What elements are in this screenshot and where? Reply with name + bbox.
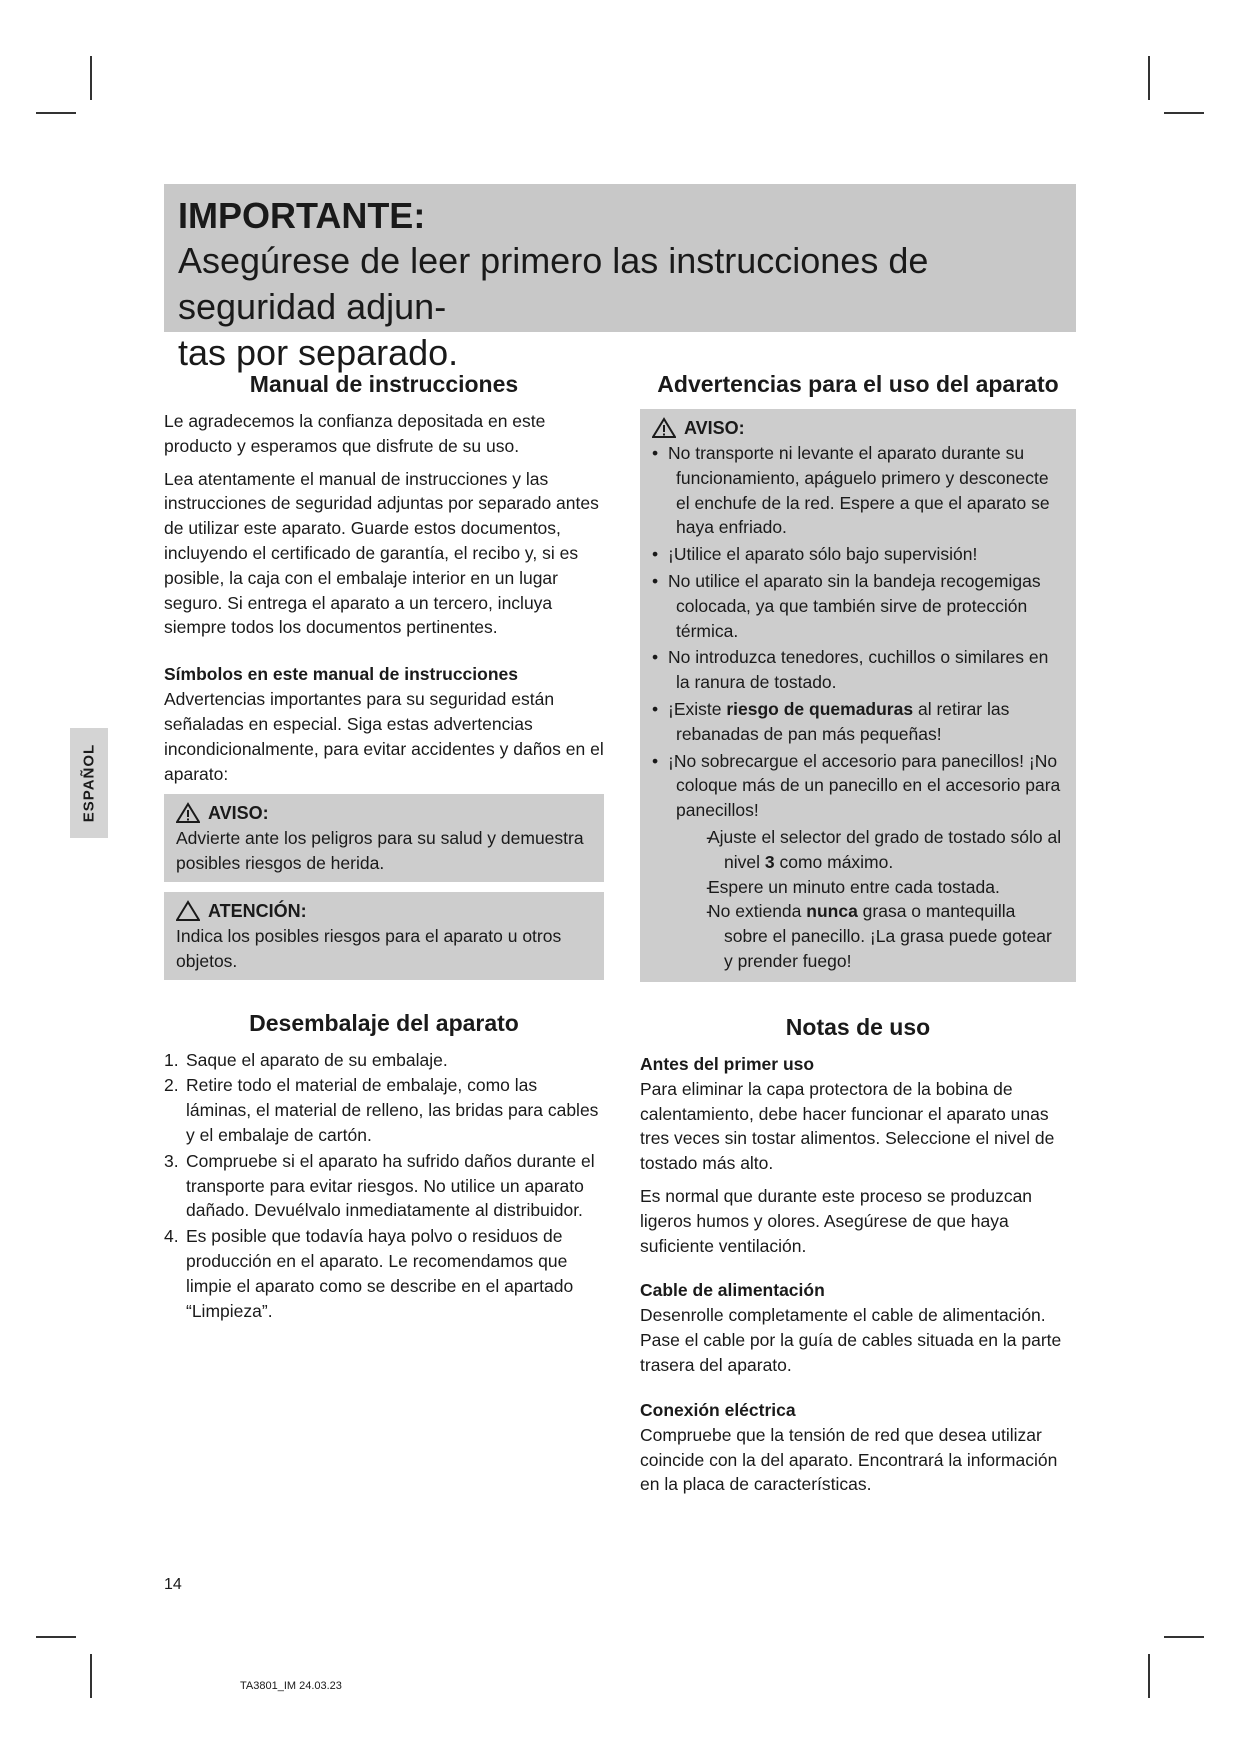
electric-paragraph: Compruebe que la tensión de red que desea utilizar coincide con la del aparato. Encontrará la información en la placa de características. (640, 1424, 1058, 1495)
warning-text: al retirar las rebanadas de pan más pequeñas! (676, 698, 1010, 744)
warning-item: • No utilice el aparato sin la bandeja recogemigas colocada, ya que también sirve de protección térmica. (646, 569, 1064, 643)
step-number: 4. (164, 1226, 179, 1247)
crop-mark (1148, 56, 1150, 100)
step-text: Compruebe si el aparato ha sufrido daños durante el transporte para evitar riesgos. No utilice un aparato dañado. Devuélvalo inmediatamente al distribuidor. (186, 1150, 595, 1221)
usage-warning-title: AVISO: (684, 418, 745, 438)
cable-heading: Cable de alimentación (640, 1280, 825, 1301)
usage-warning-box (640, 409, 1076, 982)
warning-item: • ¡Utilice el aparato sólo bajo supervisión! (646, 542, 1064, 567)
right-column (640, 365, 1076, 1505)
step-text: Retire todo el material de embalaje, como las láminas, el material de relleno, las bridas para cables y el embalaje de cartón. (186, 1075, 599, 1145)
notes-heading: Notas de uso (785, 1013, 931, 1040)
electric-heading: Conexión eléctrica (640, 1399, 796, 1420)
step-number: 3. (164, 1150, 179, 1171)
aviso-symbol-title: AVISO: (208, 803, 269, 824)
crop-mark (36, 112, 76, 114)
symbols-paragraph: Advertencias importantes para su seguridad están señaladas en especial. Siga estas advertencias incondicionalmente, para evitar accidentes y daños en el aparato: (164, 689, 604, 784)
sub-warning-text: como máximo. (774, 851, 894, 872)
unpack-heading: Desembalaje del aparato (249, 1009, 519, 1036)
usage-warning-title-row (646, 415, 1064, 441)
cable-paragraph: Desenrolle completamente el cable de alimentación. Pase el cable por la guía de cables situada en la parte trasera del aparato. (640, 1305, 1062, 1375)
manual-heading: Manual de instrucciones (249, 371, 519, 397)
usage-warning-list (646, 441, 1064, 974)
first-use-heading: Antes del primer uso (640, 1053, 815, 1074)
crop-mark (36, 1636, 76, 1638)
atencion-symbol-title-row (176, 898, 592, 924)
sub-warning-text: Ajuste el selector del grado de tostado sólo al nivel (708, 826, 1062, 872)
warning-text: ¡No sobrecargue el accesorio para panecillos! ¡No coloque más de un panecillo en el accesorio para panecillos! (668, 750, 1061, 821)
sub-warning-emphasis: 3 (764, 851, 775, 872)
warning-emphasis: riesgo de quemaduras (726, 698, 914, 719)
left-column (164, 365, 604, 1324)
step-number: 1. (164, 1049, 179, 1070)
atencion-symbol-text: Indica los posibles riesgos para el aparato u otros objetos. (176, 925, 562, 971)
step-text: Es posible que todavía haya polvo o residuos de producción en el aparato. Le recomendamos que limpie el aparato como se describe en el apartado “Limpieza”. (186, 1226, 574, 1321)
unpack-steps (164, 1048, 604, 1324)
sub-warning-item (676, 825, 1064, 875)
aviso-symbol-text: Advierte ante los peligros para su salud y demuestra posibles riesgos de herida. (176, 828, 584, 874)
crop-mark (1164, 1636, 1204, 1638)
warning-text: ¡Existe (668, 698, 727, 719)
footer-code: TA3801_IM 24.03.23 (240, 1680, 342, 1692)
intro-paragraph-2: Lea atentamente el manual de instrucciones y las instrucciones de seguridad adjuntas por separado antes de utilizar este aparato. Guarde estos documentos, incluyendo el certificado de garantía, el recibo y, si es posible, la caja con el embalaje interior en un lugar seguro. Si entrega el aparato a un tercero, incluya siempre todos los documentos pertinentes. (164, 468, 599, 638)
warning-triangle-icon (176, 802, 200, 824)
warning-item: • No transporte ni levante el aparato durante su funcionamiento, apáguelo primero y desconecte el enchufe de la red. Espere a que el aparato se haya enfriado. (646, 441, 1064, 540)
roll-warning-sublist (676, 825, 1064, 974)
unpack-step (164, 1048, 604, 1073)
warning-triangle-icon (652, 417, 676, 439)
sub-warning-text: grasa o mantequilla sobre el panecillo. ¡La grasa puede gotear y prender fuego! (724, 901, 1052, 971)
crop-mark (1148, 1654, 1150, 1698)
intro-paragraph-1: Le agradecemos la confianza depositada en este producto y esperamos que disfrute de su uso. (164, 411, 546, 456)
atencion-symbol-box (164, 892, 604, 980)
unpack-step (164, 1224, 604, 1323)
first-use-paragraph-1: Para eliminar la capa protectora de la bobina de calentamiento, debe hacer funcionar el aparato unas tres veces sin tostar alimentos. Seleccione el nivel de tostado más alto. (640, 1078, 1055, 1174)
warning-item: • No introduzca tenedores, cuchillos o similares en la ranura de tostado. (646, 645, 1064, 695)
important-banner (164, 184, 1076, 373)
unpack-step (164, 1149, 604, 1223)
sub-warning-text: No extienda (708, 901, 807, 922)
unpack-step (164, 1073, 604, 1147)
page-number: 14 (164, 1576, 182, 1593)
symbols-heading: Símbolos en este manual de instrucciones (164, 664, 518, 685)
sub-warning-item: - Espere un minuto entre cada tostada. (676, 875, 1064, 900)
first-use-paragraph-2: Es normal que durante este proceso se produzcan ligeros humos y olores. Asegúrese de que haya suficiente ventilación. (640, 1185, 1033, 1256)
atencion-symbol-title: ATENCIÓN: (208, 900, 307, 921)
crop-mark (1164, 112, 1204, 114)
language-tab-label: ESPAÑOL (80, 743, 98, 823)
aviso-symbol-title-row (176, 800, 592, 826)
warning-item (646, 697, 1064, 747)
caution-triangle-icon (176, 900, 200, 922)
banner-subtitle-line2: tas por separado. (178, 332, 459, 373)
language-tab (70, 728, 108, 838)
warning-item (646, 749, 1064, 974)
warnings-heading: Advertencias para el uso del aparato (657, 371, 1059, 397)
aviso-symbol-box (164, 794, 604, 882)
step-text: Saque el aparato de su embalaje. (186, 1049, 448, 1070)
banner-subtitle-line1: Asegúrese de leer primero las instrucciones de seguridad adjun- (178, 240, 929, 327)
step-number: 2. (164, 1075, 179, 1096)
sub-warning-emphasis: nunca (806, 901, 858, 922)
crop-mark (90, 1654, 92, 1698)
sub-warning-item (676, 899, 1064, 973)
crop-mark (90, 56, 92, 100)
banner-title: IMPORTANTE: (178, 195, 426, 236)
